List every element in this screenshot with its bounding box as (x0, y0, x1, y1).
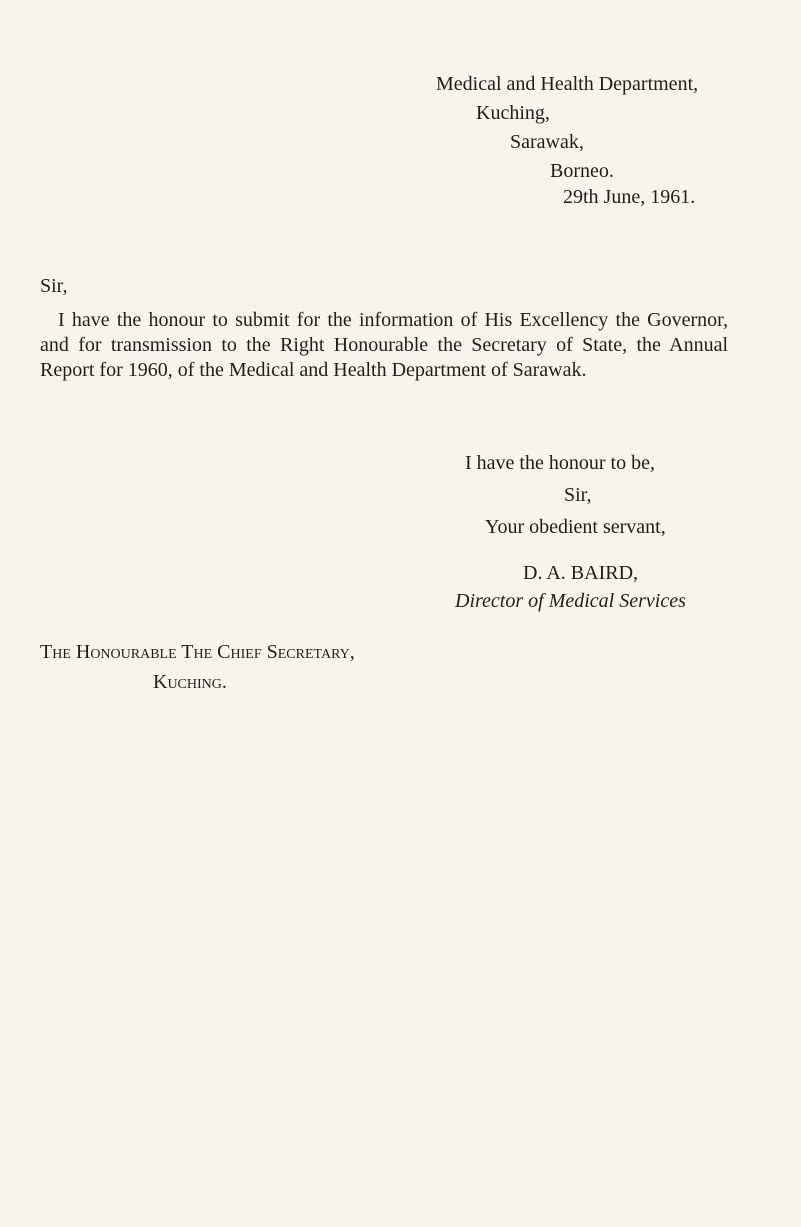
recipient-block (40, 637, 355, 697)
address-line-department: Medical and Health Department, (436, 73, 699, 95)
closing-line-honour: I have the honour to be, (465, 452, 655, 474)
signatory-name: D. A. BAIRD, (523, 562, 639, 584)
letter-body: I have the honour to submit for the information of His Excellency the Governor, and for transmission to the Right Honourable the Secretary of State, the Annual Report for 1960, of the Medical and Health Department of Sarawak. (40, 309, 728, 381)
recipient-line-title: The Honourable The Chief Secretary, (40, 641, 355, 663)
address-line-city: Kuching, (476, 102, 550, 124)
address-line-island: Borneo. (550, 160, 614, 182)
letter-date: 29th June, 1961. (563, 186, 696, 208)
address-line-state: Sarawak, (510, 131, 584, 153)
closing-line-servant: Your obedient servant, (485, 516, 666, 538)
salutation: Sir, (40, 275, 68, 297)
recipient-line-city: Kuching. (153, 671, 227, 693)
sender-address (436, 70, 698, 186)
closing-line-sir: Sir, (564, 484, 592, 506)
signatory-title: Director of Medical Services (455, 590, 686, 612)
